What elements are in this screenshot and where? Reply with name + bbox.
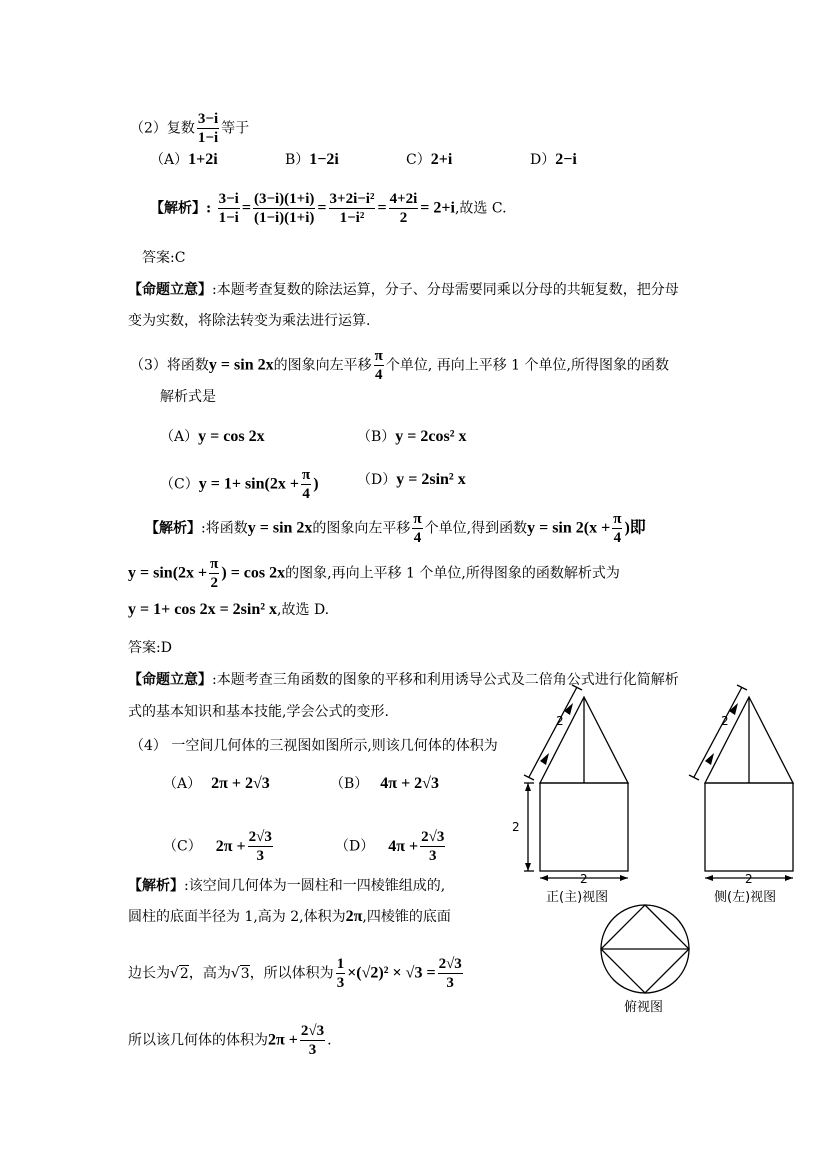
front-view <box>524 685 628 878</box>
q2-analysis: 【解析】: $\frac{3-i}{1-i}$ = $\frac{(3-i)(1+i)}{(1-i)(1+i)}$ = $\frac{\text{3+2i−i²}}{\text{1−i²}}$ = $\frac{4+2i}{2}$ = 2+i,故选 C. <box>150 191 507 226</box>
three-view-figure <box>500 675 820 1025</box>
q4-analysis-line1: 【解析】:该空间几何体为一圆柱和一四棱锥组成的, <box>128 878 446 894</box>
q2-answer: 答案:C <box>142 250 186 266</box>
q2-option-d: D）2−i <box>530 151 577 168</box>
q3-analysis-line1: 【解析】:将函数y = sin 2x的图象向左平移 $\frac{\pi}{4}$ 个单位,得到函数y = sin 2(x + $\frac{\pi}{4}$ )即 <box>145 511 646 546</box>
q3-stem: （3）将函数y = sin 2x的图象向左平移 $\frac{\pi}{4}$ 个单位, 再向上平移 1 个单位,所得图象的函数 <box>130 348 669 383</box>
q2-option-c: C）2+i <box>406 151 453 168</box>
side-view-caption: 侧(左)视图 <box>714 890 777 905</box>
q4-option-d: （D） 4π + $\frac{2√3}{3}$ <box>335 829 445 864</box>
q4-option-a: （A） 2π + 2√3 <box>163 775 270 792</box>
q3-option-b: （B）y = 2cos² x <box>357 428 467 445</box>
q4-option-b: （B） 4π + 2√3 <box>330 775 439 792</box>
q2-intent-line2: 变为实数，将除法转变为乘法进行运算. <box>128 313 371 329</box>
front-view-square <box>540 783 628 871</box>
q4-analysis-line3: 边长为√2，高为√3，所以体积为 $\frac{1}{3}$ ×(√2)² × √3 = $\frac{2√3}{3}$ <box>128 956 462 991</box>
front-width-label: 2 <box>580 872 588 886</box>
front-height-label: 2 <box>512 820 520 834</box>
q4-option-c: （C） 2π + $\frac{2√3}{3}$ <box>163 829 272 864</box>
front-slant-label: 2 <box>556 714 564 728</box>
side-view <box>689 685 793 878</box>
q4-analysis-line4: 所以该几何体的体积为2π + $\frac{2√3}{3}$ . <box>128 1023 332 1058</box>
top-view-caption: 俯视图 <box>624 1000 664 1015</box>
side-slant-label: 2 <box>721 714 729 728</box>
q3-option-c: （C）y = 1+ sin(2x + $\frac{\pi}{4}$ ) <box>160 467 319 502</box>
q3-option-a: （A）y = cos 2x <box>160 428 265 445</box>
q4-analysis-line2: 圆柱的底面半径为 1,高为 2,体积为2π,四棱锥的底面 <box>128 908 451 925</box>
q3-intent-line1: 【命题立意】:本题考查三角函数的图象的平移和利用诱导公式及二倍角公式进行化简解析 <box>128 672 679 688</box>
q2-option-a: （A）1+2i <box>150 151 218 168</box>
q3-answer: 答案:D <box>128 640 172 656</box>
q3-stem-line2: 解析式是 <box>160 389 216 405</box>
q4-stem: （4） 一空间几何体的三视图如图所示,则该几何体的体积为 <box>130 738 498 754</box>
q2-stem: （2）复数 $\frac{3-i}{1-i}$ 等于 <box>130 111 250 146</box>
q3-intent-line2: 式的基本知识和基本技能,学会公式的变形. <box>128 704 389 720</box>
q2-stem-fraction: $\frac{3-i}{1-i}$ <box>197 111 219 146</box>
front-view-caption: 正(主)视图 <box>546 890 609 905</box>
q3-analysis-line3: y = 1+ cos 2x = 2sin² x,故选 D. <box>128 601 330 618</box>
q2-option-b: B）1−2i <box>285 151 339 168</box>
side-width-label: 2 <box>745 872 753 886</box>
side-view-square <box>705 783 793 871</box>
top-view <box>601 905 689 993</box>
q3-analysis-line2: y = sin(2x + $\frac{\pi}{2}$ ) = cos 2x的图象,再向上平移 1 个单位,所得图象的函数解析式为 <box>128 556 620 591</box>
q2-intent-line1: 【命题立意】:本题考查复数的除法运算，分子、分母需要同乘以分母的共轭复数，把分母 <box>128 282 679 298</box>
q3-option-d: （D）y = 2sin² x <box>357 471 466 488</box>
